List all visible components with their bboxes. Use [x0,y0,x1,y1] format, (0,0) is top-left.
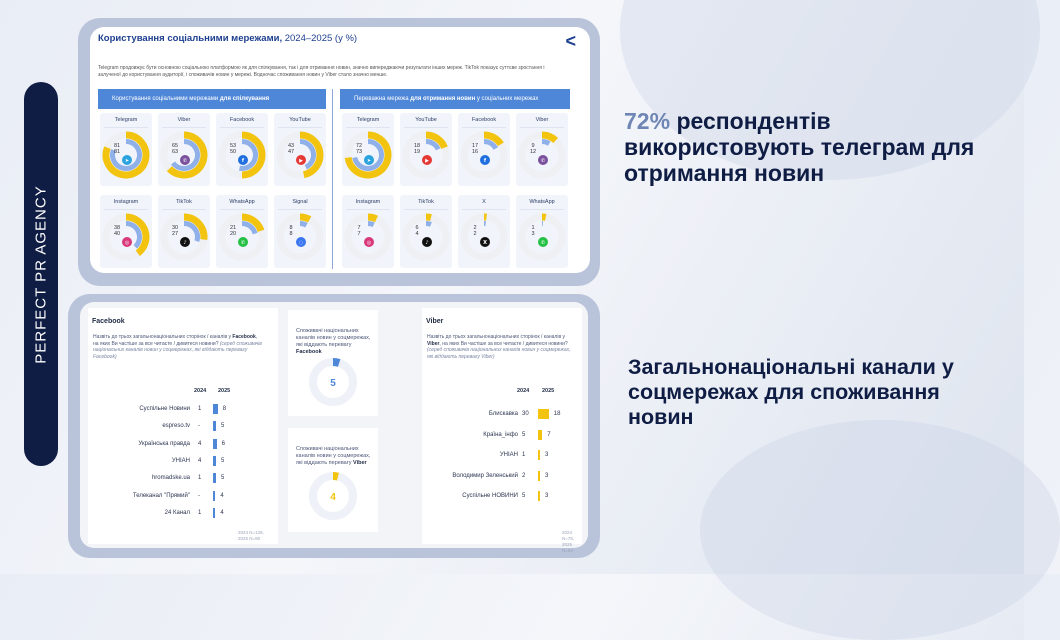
telegram-icon-glyph: ➤ [367,158,371,164]
network-name: Instagram [100,195,152,207]
network-name: TikTok [158,195,210,207]
value-2024-label: 1 [531,225,534,231]
whatsapp-icon-glyph: ✆ [541,240,545,246]
channel-label: Телеканал "Прямий" [133,493,190,499]
network-name: X [458,195,510,207]
network-name: Facebook [458,113,510,125]
donut-chart [401,211,451,261]
donut-tile-instagram [342,195,394,268]
year-2024-label: 2024 [517,388,529,394]
channel-label: Суспільне Новини [139,406,190,412]
year-2025-label: 2025 [542,388,554,394]
bar-2025 [213,456,216,466]
tile-divider [520,209,564,210]
value-2024: 5 [522,493,525,499]
viber-share-caption: Споживачі національних каналів новин у соцмережах, які віддають перевагу Viber [296,446,376,467]
value-2025: 5 [221,475,224,481]
donut-tile-tiktok [158,195,210,268]
tile-divider [104,127,148,128]
donut-tile-facebook [458,113,510,186]
facebook-section [88,308,278,544]
tile-divider [404,209,448,210]
network-name: Facebook [216,113,268,125]
network-name: Instagram [342,195,394,207]
bar-2025 [538,430,542,440]
ring-arc [333,362,339,363]
value-2025: 8 [223,406,226,412]
viber-title: Viber [426,318,443,325]
brand-sidebar [24,82,58,466]
ring-arc [333,476,338,477]
donut-chart [217,129,267,179]
tile-divider [520,127,564,128]
instagram-icon-glyph: ◎ [125,240,130,246]
value-2025: 5 [221,458,224,464]
donut-tile-telegram [342,113,394,186]
donut-chart [459,211,509,261]
value-2025: 6 [222,441,225,447]
donut-arc-2025 [300,217,310,219]
donut-tile-youtube [400,113,452,186]
donut-chart [159,211,209,261]
tile-divider [162,127,206,128]
value-2024: 30 [522,411,529,417]
signal-icon-glyph: ◌ [299,240,303,246]
network-name: TikTok [400,195,452,207]
youtube-icon-glyph: ▶ [299,158,303,164]
donut-chart [217,211,267,261]
value-2024-label: 8 [289,225,292,231]
value-2025: 3 [545,493,548,499]
donut-arc-2024 [542,142,549,144]
value-2025-label: 50 [230,149,236,155]
facebook-icon-glyph: f [484,158,487,164]
value-2024-label: 81 [114,143,120,149]
brand-label: PERFECT PR AGENCY [33,185,50,363]
value-2025: 18 [554,411,561,417]
background-shape [700,420,1060,640]
year-2025-label: 2025 [218,388,230,394]
value-2024-label: 18 [414,143,420,149]
donut-chart [101,129,151,179]
value-2024: 1 [198,475,201,481]
logo-chevron-icon: < [565,31,576,52]
channel-label: espreso.tv [162,423,190,429]
subheadline: Загальнонаціональні канали у соцмережах для споживання новин [628,355,968,430]
donut-tile-youtube [274,113,326,186]
value-2025: 4 [220,510,223,516]
bar-2025 [538,409,549,419]
donut-chart [101,211,151,261]
bar-2025 [213,439,217,449]
donut-arc-2024 [368,224,374,225]
viber-note: (серед споживачів національних каналів новин у соцмережах, які віддають перевагу Viber) [427,347,570,360]
value-2024-label: 30 [172,225,178,231]
donut-chart [159,129,209,179]
bar-2025 [538,471,540,481]
donut-arc-2024 [242,224,255,234]
viber-share-ring [288,428,378,532]
network-name: YouTube [274,113,326,125]
tile-divider [462,209,506,210]
section-divider [332,89,333,269]
channels-card [80,302,588,548]
donut-chart [401,129,451,179]
value-2025-label: 4 [415,231,418,237]
value-2024: 1 [522,452,525,458]
tiktok-icon-glyph: ♪ [183,240,186,246]
value-2024-label: 7 [357,225,360,231]
channel-label: Країна_інфо [483,432,518,438]
year-2024-label: 2024 [194,388,206,394]
network-name: Telegram [342,113,394,125]
ring-value: 4 [330,492,336,503]
value-2024: - [198,493,200,499]
viber-share-box [288,428,378,532]
facebook-question: Назвіть до трьох загальнонаціональних сторінок / каналів у Facebook, на яких Ви частіше за все читаєте / дивитеся новини? (серед споживачів національних каналів новин у соцмережах, які віддають перевагу Facebook) [93,334,263,360]
viber-footer: 2024 N=75, 2025 N=54 [562,530,582,554]
ring-value: 5 [330,378,336,389]
donut-chart [275,129,325,179]
value-2025-label: 47 [288,149,294,155]
donut-chart [343,211,393,261]
bar-2025 [213,421,216,431]
news-header: Переважна мережа для отримання новин у соціальних мережах [340,89,570,109]
donut-arc-2025 [426,217,431,218]
network-name: WhatsApp [216,195,268,207]
value-2025-label: 81 [114,149,120,155]
network-name: WhatsApp [516,195,568,207]
headline [624,108,984,186]
donut-chart [343,129,393,179]
channel-label: Суспільне НОВИНИ [462,493,518,499]
bar-2025 [538,450,540,460]
value-2025-label: 12 [530,149,536,155]
donut-tile-facebook [216,113,268,186]
youtube-icon-glyph: ▶ [425,158,429,164]
facebook-share-ring [288,310,378,416]
value-2025-label: 63 [172,149,178,155]
channel-label: hromadske.ua [152,475,190,481]
value-2025-label: 16 [472,149,478,155]
bar-2025 [538,491,540,501]
donut-arc-2024 [426,142,438,150]
card-title: Користування соціальними мережами, 2024–2025 (у %) [98,33,357,44]
viber-icon-glyph: ✆ [183,158,187,164]
bar-2025 [213,473,216,483]
tile-divider [462,127,506,128]
donut-arc-2024 [484,142,496,149]
x-icon-glyph: X [483,240,487,246]
value-2024-label: 38 [114,225,120,231]
value-2024: - [198,423,200,429]
value-2024: 1 [198,406,201,412]
tile-divider [104,209,148,210]
donut-track [464,217,504,257]
value-2024-label: 72 [356,143,362,149]
value-2025: 3 [545,473,548,479]
value-2025-label: 3 [531,231,534,237]
donut-chart [517,211,567,261]
donut-tile-whatsapp [516,195,568,268]
card-description: Telegram продовжує бути основною соціальною платформою як для спілкування, так і для отримання новин, значно випереджаючи результати інших мереж. TikTok показує суттєве зростання і залученої до користування аудиторії, і споживачів новин у мережі. Водночас споживання новин у Viber стало значно менше. [98,65,568,79]
social-usage-card [90,27,590,273]
tile-divider [346,209,390,210]
facebook-note: (серед споживачів національних каналів новин у соцмережах, які віддають перевагу Facebook) [93,341,262,360]
facebook-icon-glyph: f [242,158,245,164]
value-2025-label: 7 [357,231,360,237]
instagram-icon-glyph: ◎ [367,240,372,246]
channel-label: УНІАН [172,458,190,464]
tile-divider [278,127,322,128]
value-2024: 4 [198,441,201,447]
donut-chart [459,129,509,179]
bar-2025 [213,404,218,414]
value-2025-label: 19 [414,149,420,155]
value-2025-label: 40 [114,231,120,237]
value-2025-label: 8 [289,231,292,237]
value-2024-label: 43 [288,143,294,149]
whatsapp-icon-glyph: ✆ [241,240,245,246]
network-name: Viber [158,113,210,125]
donut-tile-viber [158,113,210,186]
value-2025: 5 [221,423,224,429]
channel-label: Володимир Зеленський [452,473,518,479]
tiktok-icon-glyph: ♪ [425,240,428,246]
tile-divider [278,209,322,210]
facebook-footer: 2024 N=128, 2025 N=90 [238,530,264,542]
viber-icon-glyph: ✆ [541,158,545,164]
donut-chart [517,129,567,179]
donut-arc-2024 [426,224,431,225]
tile-divider [346,127,390,128]
value-2025-label: 20 [230,231,236,237]
value-2024-label: 2 [473,225,476,231]
value-2024-label: 6 [415,225,418,231]
bar-2025 [213,508,215,518]
channel-label: УНІАН [500,452,518,458]
donut-track [522,217,562,257]
donut-chart [275,211,325,261]
value-2024-label: 65 [172,143,178,149]
tile-divider [404,127,448,128]
tile-divider [220,127,264,128]
value-2025-label: 2 [473,231,476,237]
channel-label: Українська правда [138,441,190,447]
network-name: YouTube [400,113,452,125]
value-2024: 2 [522,473,525,479]
facebook-share-box [288,310,378,416]
network-name: Telegram [100,113,152,125]
channel-label: 24 Канал [165,510,190,516]
donut-tile-x [458,195,510,268]
value-2025: 3 [545,452,548,458]
donut-arc-2024 [300,224,307,226]
value-2025-label: 27 [172,231,178,237]
donut-tile-instagram [100,195,152,268]
bar-2025 [213,491,215,501]
viber-question: Назвіть до трьох загальнонаціональних сторінок / каналів у Viber, на яких Ви частіше за все читаєте / дивитеся новини? (серед споживачів національних каналів новин у соцмережах, які віддають перевагу Viber) [427,334,577,360]
viber-section [422,308,582,544]
communication-header: Користування соціальними мережами для спілкування [98,89,326,109]
donut-tile-viber [516,113,568,186]
channel-label: Блискавка [489,411,518,417]
donut-arc-2025 [368,217,377,219]
headline-percent: 72% [624,108,670,134]
value-2025: 4 [220,493,223,499]
telegram-icon-glyph: ➤ [125,158,129,164]
facebook-title: Facebook [92,318,125,325]
network-name: Signal [274,195,326,207]
value-2024-label: 17 [472,143,478,149]
facebook-share-caption: Споживачі національних каналів новин у соцмережах, які віддають перевагу Facebook [296,328,376,356]
donut-tile-telegram [100,113,152,186]
tile-divider [220,209,264,210]
network-name: Viber [516,113,568,125]
tile-divider [162,209,206,210]
donut-tile-signal [274,195,326,268]
value-2024-label: 9 [531,143,534,149]
value-2024-label: 21 [230,225,236,231]
value-2024: 5 [522,432,525,438]
value-2025-label: 73 [356,149,362,155]
value-2025: 7 [547,432,550,438]
donut-tile-tiktok [400,195,452,268]
value-2024-label: 53 [230,143,236,149]
value-2024: 4 [198,458,201,464]
headline-text: респондентів використовують телеграм для отримання новин [624,108,974,186]
donut-tile-whatsapp [216,195,268,268]
value-2024: 1 [198,510,201,516]
